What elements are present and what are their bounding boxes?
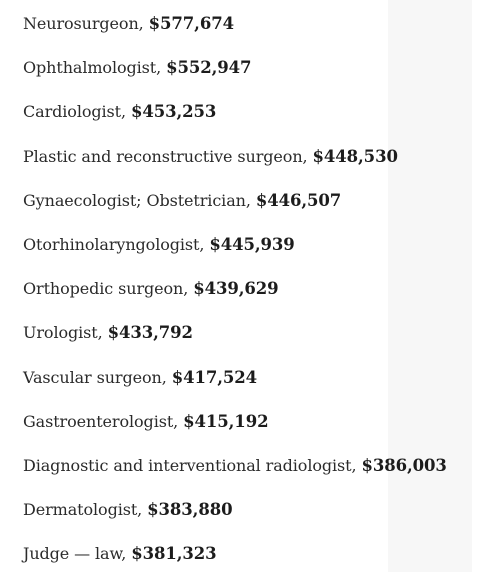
job-title: Urologist [23, 323, 98, 343]
list-item [23, 536, 447, 580]
list-item [23, 360, 447, 404]
salary-value: $381,323 [131, 544, 217, 564]
list-item [23, 271, 447, 315]
separator: , [161, 367, 172, 387]
job-title: Plastic and reconstructive surgeon [23, 146, 303, 166]
job-title: Orthopedic surgeon [23, 279, 184, 299]
salary-value: $433,792 [107, 323, 193, 343]
list-item [23, 315, 447, 359]
job-title: Judge — law [23, 544, 122, 564]
salary-value: $439,629 [193, 279, 279, 299]
separator: , [97, 323, 108, 343]
job-title: Vascular surgeon [23, 367, 162, 387]
job-title: Otorhinolaryngologist [23, 234, 200, 254]
separator: , [173, 411, 184, 431]
separator: , [245, 190, 256, 210]
separator: , [351, 455, 362, 475]
separator: , [183, 279, 194, 299]
job-title: Diagnostic and interventional radiologist [23, 455, 352, 475]
separator: , [199, 234, 210, 254]
separator: , [156, 58, 167, 78]
job-title: Ophthalmologist [23, 58, 157, 78]
separator: , [121, 544, 132, 564]
job-title: Dermatologist [23, 500, 138, 520]
separator: , [137, 500, 148, 520]
list-item [23, 404, 447, 448]
separator: , [302, 146, 313, 166]
salary-list [23, 6, 447, 580]
list-item [23, 227, 447, 271]
salary-value: $417,524 [171, 367, 258, 387]
list-item [23, 94, 447, 138]
salary-value: $552,947 [166, 58, 252, 78]
salary-value: $448,530 [312, 146, 398, 166]
salary-value: $386,003 [361, 455, 447, 475]
list-item [23, 492, 447, 536]
job-title: Gastroenterologist [23, 411, 174, 431]
salary-value: $446,507 [255, 190, 342, 210]
job-title: Cardiologist [23, 102, 121, 122]
job-title: Gynaecologist; Obstetrician [23, 190, 246, 210]
list-item [23, 448, 447, 492]
separator: , [138, 14, 149, 33]
salary-value: $383,880 [147, 500, 233, 520]
list-item [23, 183, 447, 227]
list-item [23, 50, 447, 94]
list-item [23, 139, 447, 183]
salary-value: $445,939 [209, 234, 295, 254]
salary-value: $577,674 [148, 14, 234, 33]
list-item [23, 6, 447, 50]
salary-value: $415,192 [183, 411, 269, 431]
separator: , [120, 102, 131, 122]
job-title: Neurosurgeon [23, 14, 139, 33]
salary-value: $453,253 [130, 102, 217, 122]
